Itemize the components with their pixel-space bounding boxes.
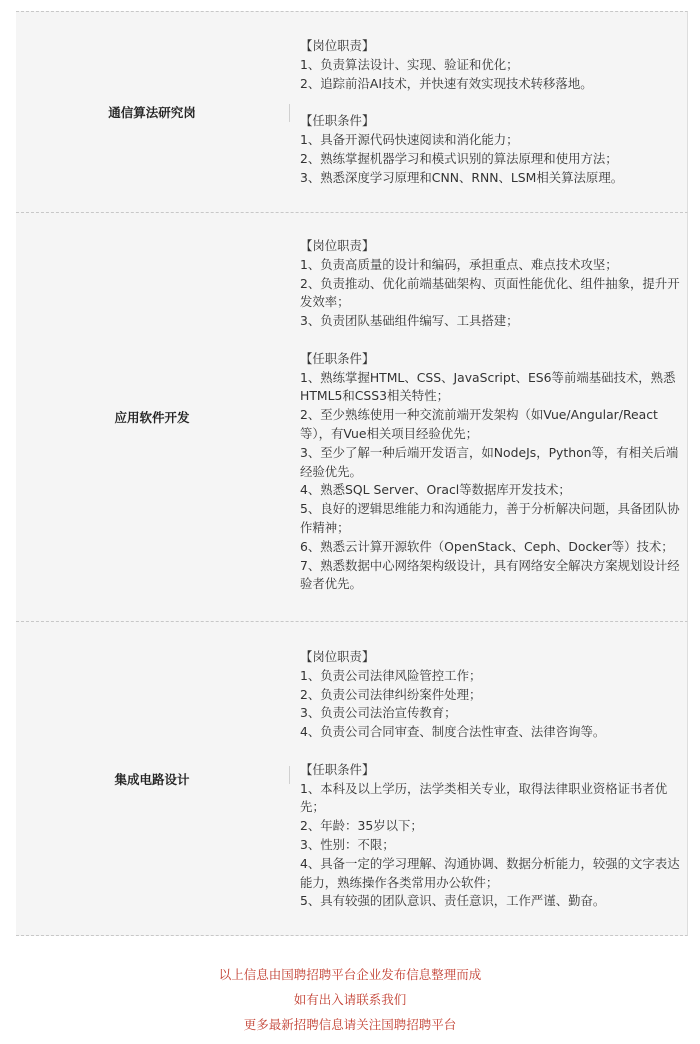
requirement-item: 2、至少熟练使用一种交流前端开发架构（如Vue/Angular/React [300, 407, 658, 423]
requirement-item: 验者优先。 [300, 576, 362, 592]
footer-line: 更多最新招聘信息请关注国聘招聘平台 [243, 1017, 457, 1032]
job-position: 集成电路设计 [114, 771, 190, 787]
divider [289, 104, 290, 122]
requirement-item: 3、熟悉深度学习原理和CNN、RNN、LSM相关算法原理。 [300, 169, 624, 185]
requirement-item: 6、熟悉云计算开源软件（OpenStack、Ceph、Docker等）技术； [300, 538, 674, 554]
duties-heading: 【岗位职责】 [300, 38, 375, 53]
duties-heading: 【岗位职责】 [300, 238, 375, 253]
requirement-item: 5、良好的逻辑思维能力和沟通能力，善于分析解决问题，具备团队协 [300, 501, 680, 517]
job-row [16, 11, 688, 212]
footer-line: 如有出入请联系我们 [293, 992, 407, 1007]
job-row [16, 621, 688, 936]
job-description [300, 37, 683, 187]
requirements-heading: 【任职条件】 [300, 761, 375, 777]
duty-item: 1、负责高质量的设计和编码，承担重点、难点技术攻坚； [300, 256, 618, 272]
duty-item: 3、负责公司法治宣传教育； [300, 705, 457, 721]
job-position: 应用软件开发 [114, 410, 190, 425]
duty-item: 1、负责公司法律风险管控工作； [300, 667, 482, 683]
requirement-item: 3、至少了解一种后端开发语言，如NodeJs，Python等，有相关后端 [300, 444, 679, 460]
footer-line: 以上信息由国聘招聘平台企业发布信息整理而成 [218, 967, 482, 982]
requirement-item: 等），有Vue相关项目经验优先； [300, 425, 478, 441]
duty-item: 2、追踪前沿AI技术，并快速有效实现技术转移落地。 [300, 75, 593, 91]
duty-item: 2、负责推动、优化前端基础架构、页面性能优化、组件抽象，提升开 [300, 275, 680, 291]
footer-notice [0, 962, 700, 1037]
job-row [16, 212, 688, 621]
job-position: 通信算法研究岗 [108, 105, 196, 120]
requirement-item: HTML5和CSS3相关特性； [300, 388, 449, 404]
requirement-item: 经验优先。 [300, 463, 362, 479]
duties-heading: 【岗位职责】 [300, 649, 375, 664]
requirement-item: 7、熟悉数据中心网络架构级设计，具有网络安全解决方案规划设计经 [300, 557, 680, 573]
requirement-item: 3、性别：不限； [300, 836, 395, 852]
requirement-item: 能力，熟练操作各类常用办公软件； [300, 874, 499, 890]
requirement-item: 2、熟练掌握机器学习和模式识别的算法原理和使用方法； [300, 150, 618, 166]
duty-item: 1、负责算法设计、实现、验证和优化； [300, 56, 519, 72]
duty-item: 2、负责公司法律纠纷案件处理； [300, 686, 482, 702]
requirement-item: 先； [300, 799, 325, 815]
requirement-item: 4、具备一定的学习理解、沟通协调、数据分析能力，较强的文字表达 [300, 855, 680, 871]
duty-item: 4、负责公司合同审查、制度合法性审查、法律咨询等。 [300, 724, 606, 740]
requirement-item: 1、熟练掌握HTML、CSS、JavaScript、ES6等前端基础技术，熟悉 [300, 369, 676, 385]
requirement-item: 作精神； [300, 519, 350, 535]
requirements-heading: 【任职条件】 [300, 350, 375, 366]
duty-item: 3、负责团队基础组件编写、工具搭建； [300, 313, 519, 329]
job-description [300, 648, 683, 911]
divider [289, 766, 290, 784]
requirement-item: 1、具备开源代码快速阅读和消化能力； [300, 131, 519, 147]
requirement-item: 4、熟悉SQL Server、Oracl等数据库开发技术； [300, 482, 571, 498]
requirements-heading: 【任职条件】 [300, 113, 375, 129]
requirement-item: 1、本科及以上学历，法学类相关专业，取得法律职业资格证书者优 [300, 780, 668, 796]
requirement-item: 5、具有较强的团队意识、责任意识，工作严谨、勤奋。 [300, 893, 606, 909]
requirement-item: 2、年龄：35岁以下； [300, 818, 423, 834]
duty-item: 发效率； [300, 294, 350, 310]
job-description [300, 237, 683, 594]
